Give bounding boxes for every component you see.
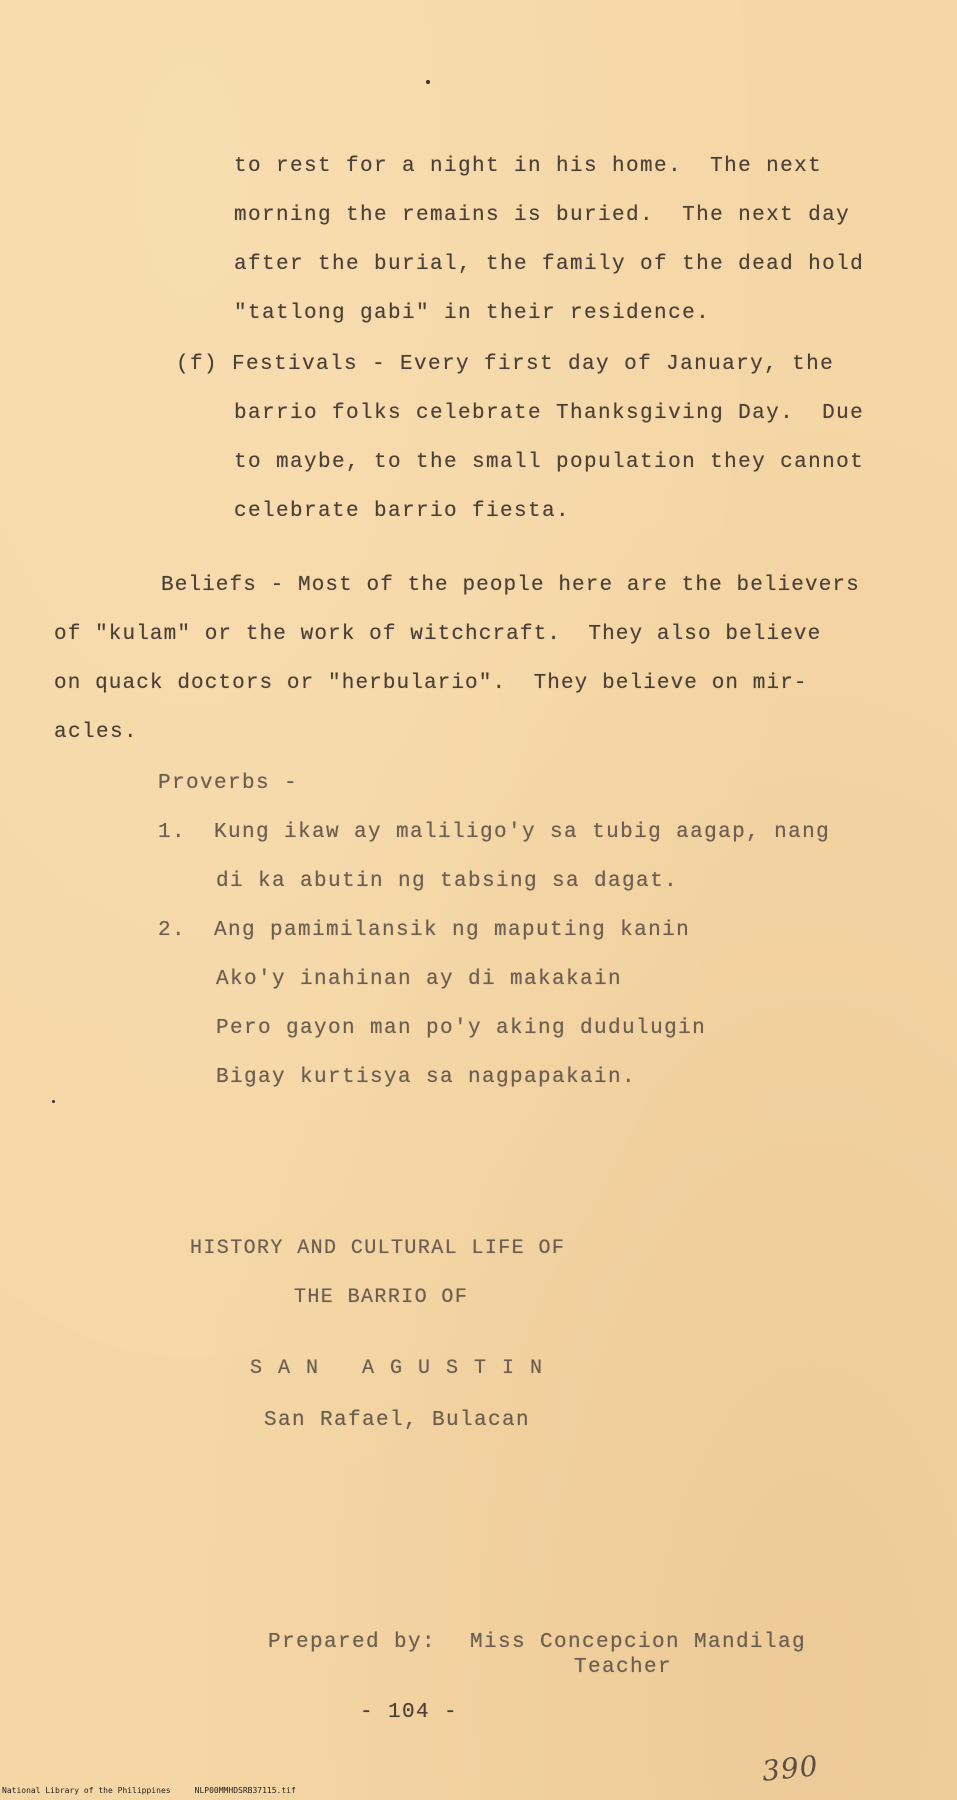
proverb2-line-4: Bigay kurtisya sa nagpapakain. — [216, 1066, 637, 1089]
handwritten-page-number: 390 — [760, 1749, 821, 1788]
beliefs-line-1: Beliefs - Most of the people here are the believers — [161, 574, 860, 597]
ink-dot — [52, 1100, 55, 1103]
title-line-1: HISTORY AND CULTURAL LIFE OF — [190, 1237, 566, 1260]
proverb1-line-2: di ka abutin ng tabsing sa dagat. — [216, 870, 679, 893]
ink-dot — [426, 80, 430, 84]
preparer-title: Teacher — [574, 1656, 673, 1679]
paragraph2-line-1: (f) Festivals - Every first day of January, the — [176, 353, 835, 376]
proverb2-line-1: 2. Ang pamimilansik ng maputing kanin — [158, 919, 691, 942]
title-line-2: THE BARRIO OF — [294, 1286, 469, 1309]
barrio-name: SAN AGUSTIN — [250, 1357, 559, 1380]
paragraph1-line-3: after the burial, the family of the dead hold — [234, 253, 865, 276]
paragraph2-line-3: to maybe, to the small population they cannot — [234, 451, 865, 474]
beliefs-line-4: acles. — [54, 721, 139, 744]
proverb2-line-3: Pero gayon man po'y aking dudulugin — [216, 1017, 707, 1040]
paragraph1-line-1: to rest for a night in his home. The next — [234, 155, 823, 178]
proverb1-line-1: 1. Kung ikaw ay maliligo'y sa tubig aagap, nang — [158, 821, 831, 844]
paragraph2-line-4: celebrate barrio fiesta. — [234, 500, 571, 523]
prepared-by-label: Prepared by: — [268, 1631, 437, 1654]
paragraph1-line-2: morning the remains is buried. The next day — [234, 204, 851, 227]
beliefs-line-2: of "kulam" or the work of witchcraft. They also believe — [54, 623, 822, 646]
paragraph1-line-4: "tatlong gabi" in their residence. — [234, 302, 711, 325]
proverbs-heading: Proverbs - — [158, 772, 299, 795]
paragraph2-line-2: barrio folks celebrate Thanksgiving Day. Due — [234, 402, 865, 425]
preparer-name: Miss Concepcion Mandilag — [470, 1631, 807, 1654]
archive-footer: National Library of the Philippines NLP00MMHDSRB37115.tif — [2, 1786, 296, 1795]
page-number: - 104 - — [360, 1701, 459, 1724]
proverb2-line-2: Ako'y inahinan ay di makakain — [216, 968, 623, 991]
beliefs-line-3: on quack doctors or "herbulario". They believe on mir- — [54, 672, 808, 695]
location: San Rafael, Bulacan — [264, 1409, 531, 1432]
